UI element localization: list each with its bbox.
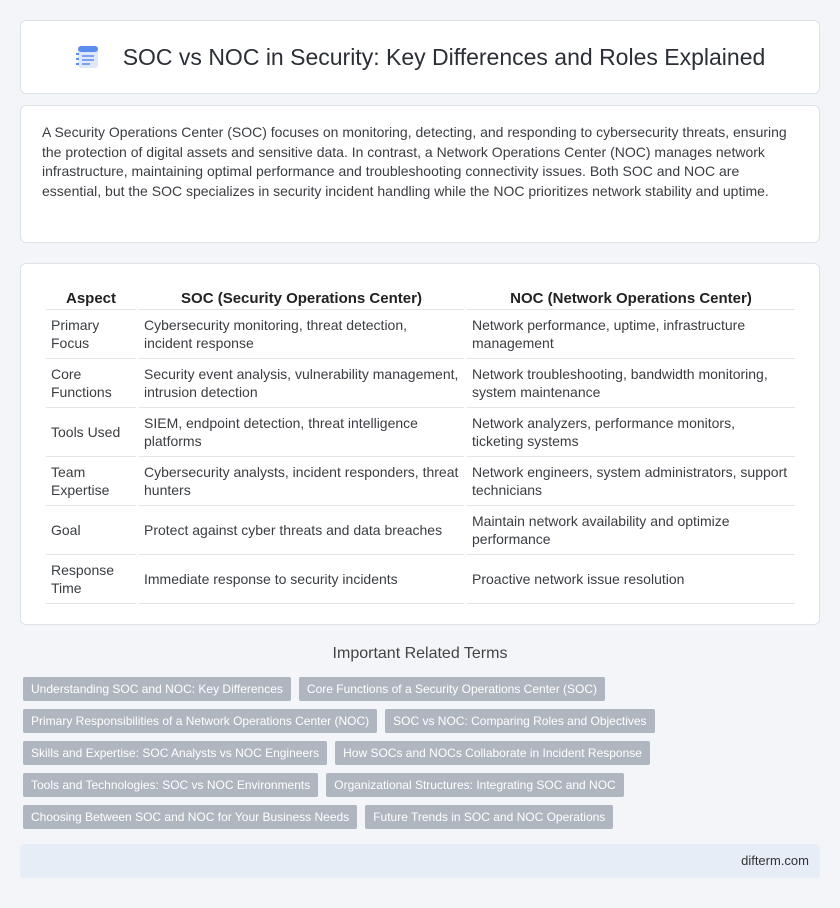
document-icon (75, 44, 101, 70)
related-term-link[interactable]: SOC vs NOC: Comparing Roles and Objectives (385, 709, 654, 733)
header-noc: NOC (Network Operations Center) (467, 282, 795, 310)
title-card (20, 20, 820, 94)
soc-cell: Cybersecurity analysts, incident responders, threat hunters (139, 457, 464, 506)
related-term-link[interactable]: Primary Responsibilities of a Network Operations Center (NOC) (23, 709, 377, 733)
related-term-link[interactable]: Organizational Structures: Integrating SOC and NOC (326, 773, 623, 797)
soc-cell: Immediate response to security incidents (139, 555, 464, 604)
aspect-cell: Core Functions (46, 359, 136, 408)
noc-cell: Network troubleshooting, bandwidth monitoring, system maintenance (467, 359, 795, 408)
soc-cell: Protect against cyber threats and data breaches (139, 506, 464, 555)
soc-cell: Security event analysis, vulnerability management, intrusion detection (139, 359, 464, 408)
related-term-link[interactable]: Future Trends in SOC and NOC Operations (365, 805, 613, 829)
tag-row (23, 805, 813, 829)
table-row (46, 506, 795, 555)
noc-cell: Network performance, uptime, infrastructure management (467, 310, 795, 359)
aspect-cell: Response Time (46, 555, 136, 604)
table-row (46, 310, 795, 359)
table-header-row (46, 282, 795, 310)
footer (20, 844, 820, 878)
soc-cell: SIEM, endpoint detection, threat intelligence platforms (139, 408, 464, 457)
soc-cell: Cybersecurity monitoring, threat detection, incident response (139, 310, 464, 359)
intro-card (20, 105, 820, 243)
noc-cell: Network engineers, system administrators, support technicians (467, 457, 795, 506)
table-row (46, 457, 795, 506)
tag-row (23, 741, 813, 765)
page-title: SOC vs NOC in Security: Key Differences and Roles Explained (122, 43, 766, 70)
related-term-link[interactable]: Choosing Between SOC and NOC for Your Business Needs (23, 805, 357, 829)
intro-paragraph: A Security Operations Center (SOC) focuses on monitoring, detecting, and responding to cybersecurity threats, ensuring the protection of digital assets and sensitive data. In contrast, a Network Operations Center (NOC) manages network infrastructure, maintaining optimal performance and troubleshooting connectivity issues. Both SOC and NOC are essential, but the SOC specializes in security incident handling while the NOC prioritizes network stability and uptime. (42, 124, 787, 199)
footer-brand-link[interactable]: difterm.com (741, 853, 809, 868)
header-soc: SOC (Security Operations Center) (139, 282, 464, 310)
table-row (46, 359, 795, 408)
aspect-cell: Primary Focus (46, 310, 136, 359)
related-terms-list (23, 677, 813, 837)
noc-cell: Maintain network availability and optimize performance (467, 506, 795, 555)
aspect-cell: Tools Used (46, 408, 136, 457)
tag-row (23, 677, 813, 701)
header-aspect: Aspect (46, 282, 136, 310)
table-row (46, 555, 795, 604)
tag-row (23, 709, 813, 733)
tag-row (23, 773, 813, 797)
aspect-cell: Team Expertise (46, 457, 136, 506)
table-row (46, 408, 795, 457)
aspect-cell: Goal (46, 506, 136, 555)
related-term-link[interactable]: Understanding SOC and NOC: Key Differences (23, 677, 291, 701)
related-term-link[interactable]: Skills and Expertise: SOC Analysts vs NOC Engineers (23, 741, 327, 765)
related-terms-heading: Important Related Terms (332, 645, 508, 662)
noc-cell: Network analyzers, performance monitors, ticketing systems (467, 408, 795, 457)
comparison-table (43, 282, 798, 604)
related-term-link[interactable]: Core Functions of a Security Operations Center (SOC) (299, 677, 605, 701)
comparison-card (20, 263, 820, 625)
related-term-link[interactable]: Tools and Technologies: SOC vs NOC Environments (23, 773, 318, 797)
noc-cell: Proactive network issue resolution (467, 555, 795, 604)
related-term-link[interactable]: How SOCs and NOCs Collaborate in Incident Response (335, 741, 650, 765)
